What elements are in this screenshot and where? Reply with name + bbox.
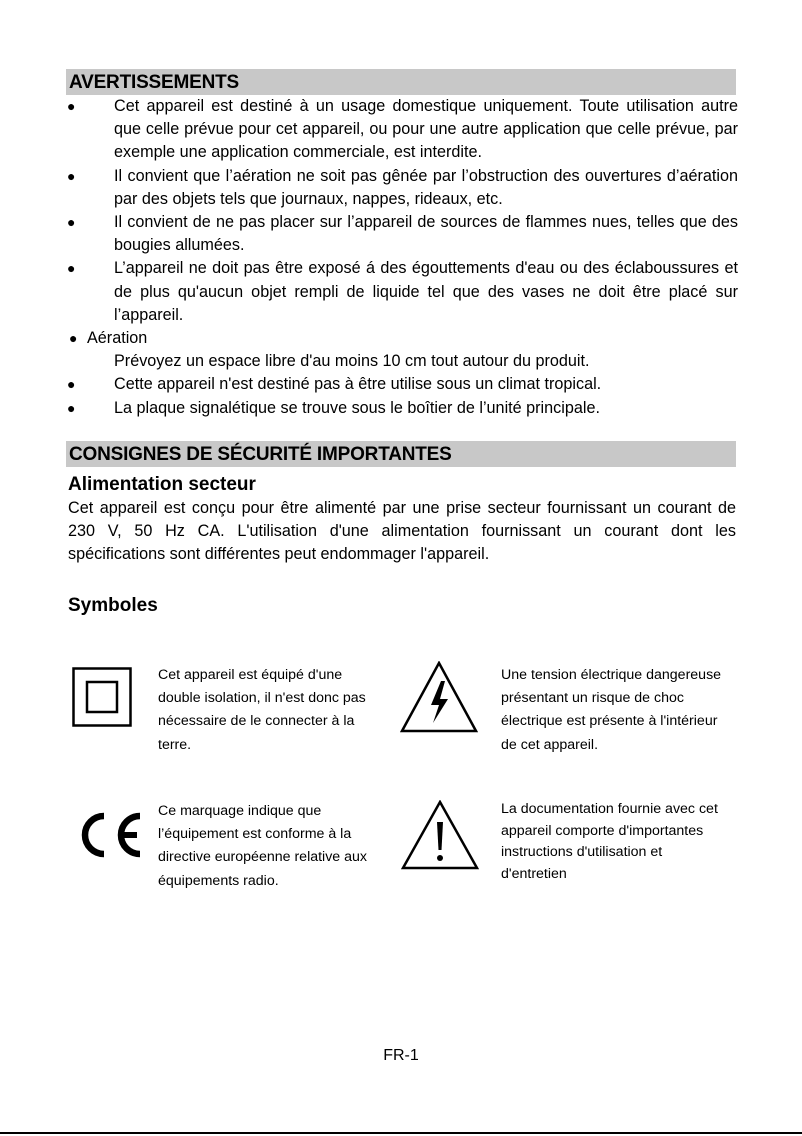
power-supply-heading: Alimentation secteur [68,474,256,495]
symbols-heading: Symboles [68,595,158,616]
safety-heading: CONSIGNES DE SÉCURITÉ IMPORTANTES [66,441,736,467]
warning-text: La plaque signalétique se trouve sous le boîtier de l’unité principale. [114,398,600,417]
ce-mark-text: Ce marquage indique que l’équipement est conforme à la directive européenne relative aux équipements radio. [158,803,368,889]
bullet-icon: ● [67,98,76,114]
warning-item [66,373,738,396]
warning-item [66,95,738,165]
aeration-item [66,327,738,373]
double-insulation-text: Cet appareil est équipé d'une double isolation, il n'est donc pas nécessaire de le connecter à la terre. [158,667,366,753]
ce-mark-icon [74,810,144,860]
exclamation-warning-icon [401,800,479,870]
bottom-divider [0,1132,802,1134]
power-supply-text: Cet appareil est conçu pour être alimenté par une prise secteur fournissant un courant de 230 V, 50 Hz CA. L'utilisation d'une alimentation fournissant un courant dont les spécifications sont différentes peut endommager l'appareil. [68,499,736,564]
bullet-icon: ● [67,167,76,184]
bullet-icon: ● [67,376,76,393]
high-voltage-warning-icon [400,661,478,733]
bullet-icon: ● [67,399,76,416]
warning-text: L’appareil ne doit pas être exposé á des égouttements d'eau ou des éclaboussures et de plus qu'aucun objet rempli de liquide tel que des vases ne doit être placé sur l’appareil. [114,259,738,324]
warnings-heading: AVERTISSEMENTS [66,69,736,95]
warning-text: Cet appareil est destiné à un usage domestique uniquement. Toute utilisation autre que celle prévue pour cet appareil, ou pour une autre application que celle prévue, par exemple une application commerciale, est interdite. [114,97,738,162]
instructions-text: La documentation fournie avec cet appareil comporte d'importantes instructions d'utilisation et d'entretien [501,801,718,882]
warning-text: Cette appareil n'est destiné pas à être utilise sous un climat tropical. [114,375,602,394]
high-voltage-text: Une tension électrique dangereuse présentant un risque de choc électrique est présente à l'intérieur de cet appareil. [501,667,722,753]
bullet-icon: ● [67,260,76,277]
page-number: FR-1 [383,1047,419,1064]
warning-text: Il convient de ne pas placer sur l’appareil de sources de flammes nues, telles que des bougies allumées. [114,213,738,255]
warnings-list [66,95,738,420]
warning-item [66,257,738,327]
warning-item [66,211,738,257]
bullet-icon: ● [69,330,78,347]
aeration-text: Prévoyez un espace libre d'au moins 10 cm tout autour du produit. [114,352,590,371]
warning-text: Il convient que l’aération ne soit pas gênée par l’obstruction des ouvertures d’aération par des objets tels que journaux, nappes, rideaux, etc. [114,166,738,208]
warning-item [66,397,738,420]
aeration-title: Aération [87,329,148,348]
double-insulation-icon [72,667,132,727]
warning-item [66,165,738,211]
bullet-icon: ● [67,214,76,231]
